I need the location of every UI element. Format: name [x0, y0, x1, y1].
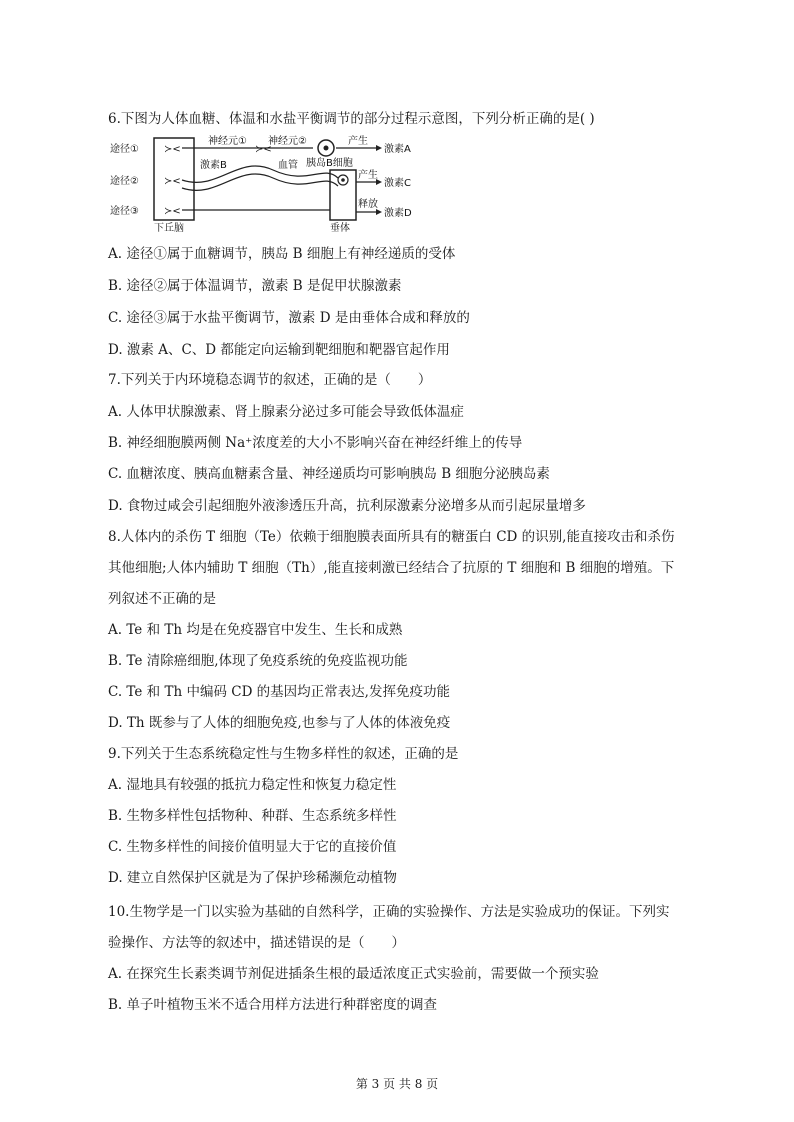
q7-option-a: A. 人体甲状腺激素、肾上腺素分泌过多可能会导致低体温症 [108, 404, 464, 420]
diagram-release-label: 释放 [358, 199, 378, 210]
pituitary-cell-nucleus [341, 178, 345, 182]
diagram-pituitary-label: 垂体 [330, 223, 350, 234]
diagram-blood-vessel-label: 血管 [278, 160, 298, 171]
q6-option-d: D. 激素 A、C、D 都能定向运输到靶细胞和靶器官起作用 [108, 342, 450, 358]
blood-vessel-lower [182, 174, 338, 190]
q7-stem: 7.下列关于内环境稳态调节的叙述，正确的是（ ） [108, 372, 432, 388]
q8-option-d: D. Th 既参与了人体的细胞免疫,也参与了人体的体液免疫 [108, 715, 451, 731]
q7-option-d: D. 食物过咸会引起细胞外液渗透压升高，抗利尿激素分泌增多从而引起尿量增多 [108, 498, 586, 514]
diagram-path2-label: 途径② [110, 176, 139, 187]
diagram-produce1-label: 产生 [348, 136, 368, 147]
diagram-hormone-c-label: 激素C [384, 178, 411, 189]
q8-stem-line-3: 列叙述不正确的是 [108, 591, 216, 607]
q6-regulation-diagram [108, 134, 448, 234]
page-footer: 第 3 页 共 8 页 [355, 1077, 439, 1091]
q6-option-c: C. 途径③属于水盐平衡调节，激素 D 是由垂体合成和释放的 [108, 310, 470, 326]
diagram-hormone-b-label: 激素B [200, 160, 227, 171]
diagram-path3-label: 途径③ [110, 206, 139, 217]
q8-option-b: B. Te 清除癌细胞,体现了免疫系统的免疫监视功能 [108, 653, 408, 669]
diagram-hormone-a-label: 激素A [384, 144, 411, 155]
diagram-neuron1-label: 神经元① [208, 136, 247, 147]
synapse-mark-3: ≻< [164, 206, 181, 217]
q6-stem: 6.下图为人体血糖、体温和水盐平衡调节的部分过程示意图，下列分析正确的是( ) [108, 111, 595, 127]
q9-stem: 9.下列关于生态系统稳定性与生物多样性的叙述，正确的是 [108, 746, 459, 762]
q6-option-b: B. 途径②属于体温调节，激素 B 是促甲状腺激素 [108, 278, 402, 294]
q10-option-b: B. 单子叶植物玉米不适合用样方法进行种群密度的调查 [108, 997, 438, 1013]
pituitary-box [330, 170, 356, 220]
q7-option-c: C. 血糖浓度、胰高血糖素含量、神经递质均可影响胰岛 B 细胞分泌胰岛素 [108, 466, 550, 482]
synapse-mark-mid: ≻< [255, 144, 272, 155]
q8-option-c: C. Te 和 Th 中编码 CD 的基因均正常表达,发挥免疫功能 [108, 684, 450, 700]
islet-cell-nucleus [324, 146, 329, 151]
diagram-islet-cell-label: 胰岛B细胞 [306, 158, 353, 169]
q10-option-a: A. 在探究生长素类调节剂促进插条生根的最适浓度正式实验前，需要做一个预实验 [108, 966, 599, 982]
synapse-mark-2: ≻< [164, 176, 181, 187]
q9-option-c: C. 生物多样性的间接价值明显大于它的直接价值 [108, 839, 397, 855]
q9-option-a: A. 湿地具有较强的抵抗力稳定性和恢复力稳定性 [108, 777, 397, 793]
diagram-hormone-d-label: 激素D [384, 208, 412, 219]
diagram-neuron2-label: 神经元② [268, 136, 307, 147]
synapse-mark-1: ≻< [164, 144, 181, 155]
q10-stem-line-1: 10.生物学是一门以实验为基础的自然科学，正确的实验操作、方法是实验成功的保证。下列实 [108, 904, 670, 920]
diagram-path1-label: 途径① [110, 144, 139, 155]
q7-option-b: B. 神经细胞膜两侧 Na⁺浓度差的大小不影响兴奋在神经纤维上的传导 [108, 435, 523, 451]
q6-option-a: A. 途径①属于血糖调节，胰岛 B 细胞上有神经递质的受体 [108, 246, 456, 262]
q8-stem-line-2: 其他细胞;人体内辅助 T 细胞（Th）,能直接刺激已经结合了抗原的 T 细胞和 B 细胞的增殖。下 [108, 560, 675, 576]
q8-option-a: A. Te 和 Th 均是在免疫器官中发生、生长和成熟 [108, 622, 403, 638]
diagram-hypothalamus-label: 下丘脑 [154, 223, 184, 234]
q9-option-b: B. 生物多样性包括物种、种群、生态系统多样性 [108, 808, 397, 824]
q9-option-d: D. 建立自然保护区就是为了保护珍稀濒危动植物 [108, 870, 397, 886]
q10-stem-line-2: 验操作、方法等的叙述中，描述错误的是（ ） [108, 935, 405, 951]
diagram-produce2-label: 产生 [358, 170, 378, 181]
q8-stem-line-1: 8.人体内的杀伤 T 细胞（Te）依赖于细胞膜表面所具有的糖蛋白 CD 的识别,能直接攻击和杀伤 [108, 529, 675, 545]
produce1-arrowhead [376, 145, 382, 151]
